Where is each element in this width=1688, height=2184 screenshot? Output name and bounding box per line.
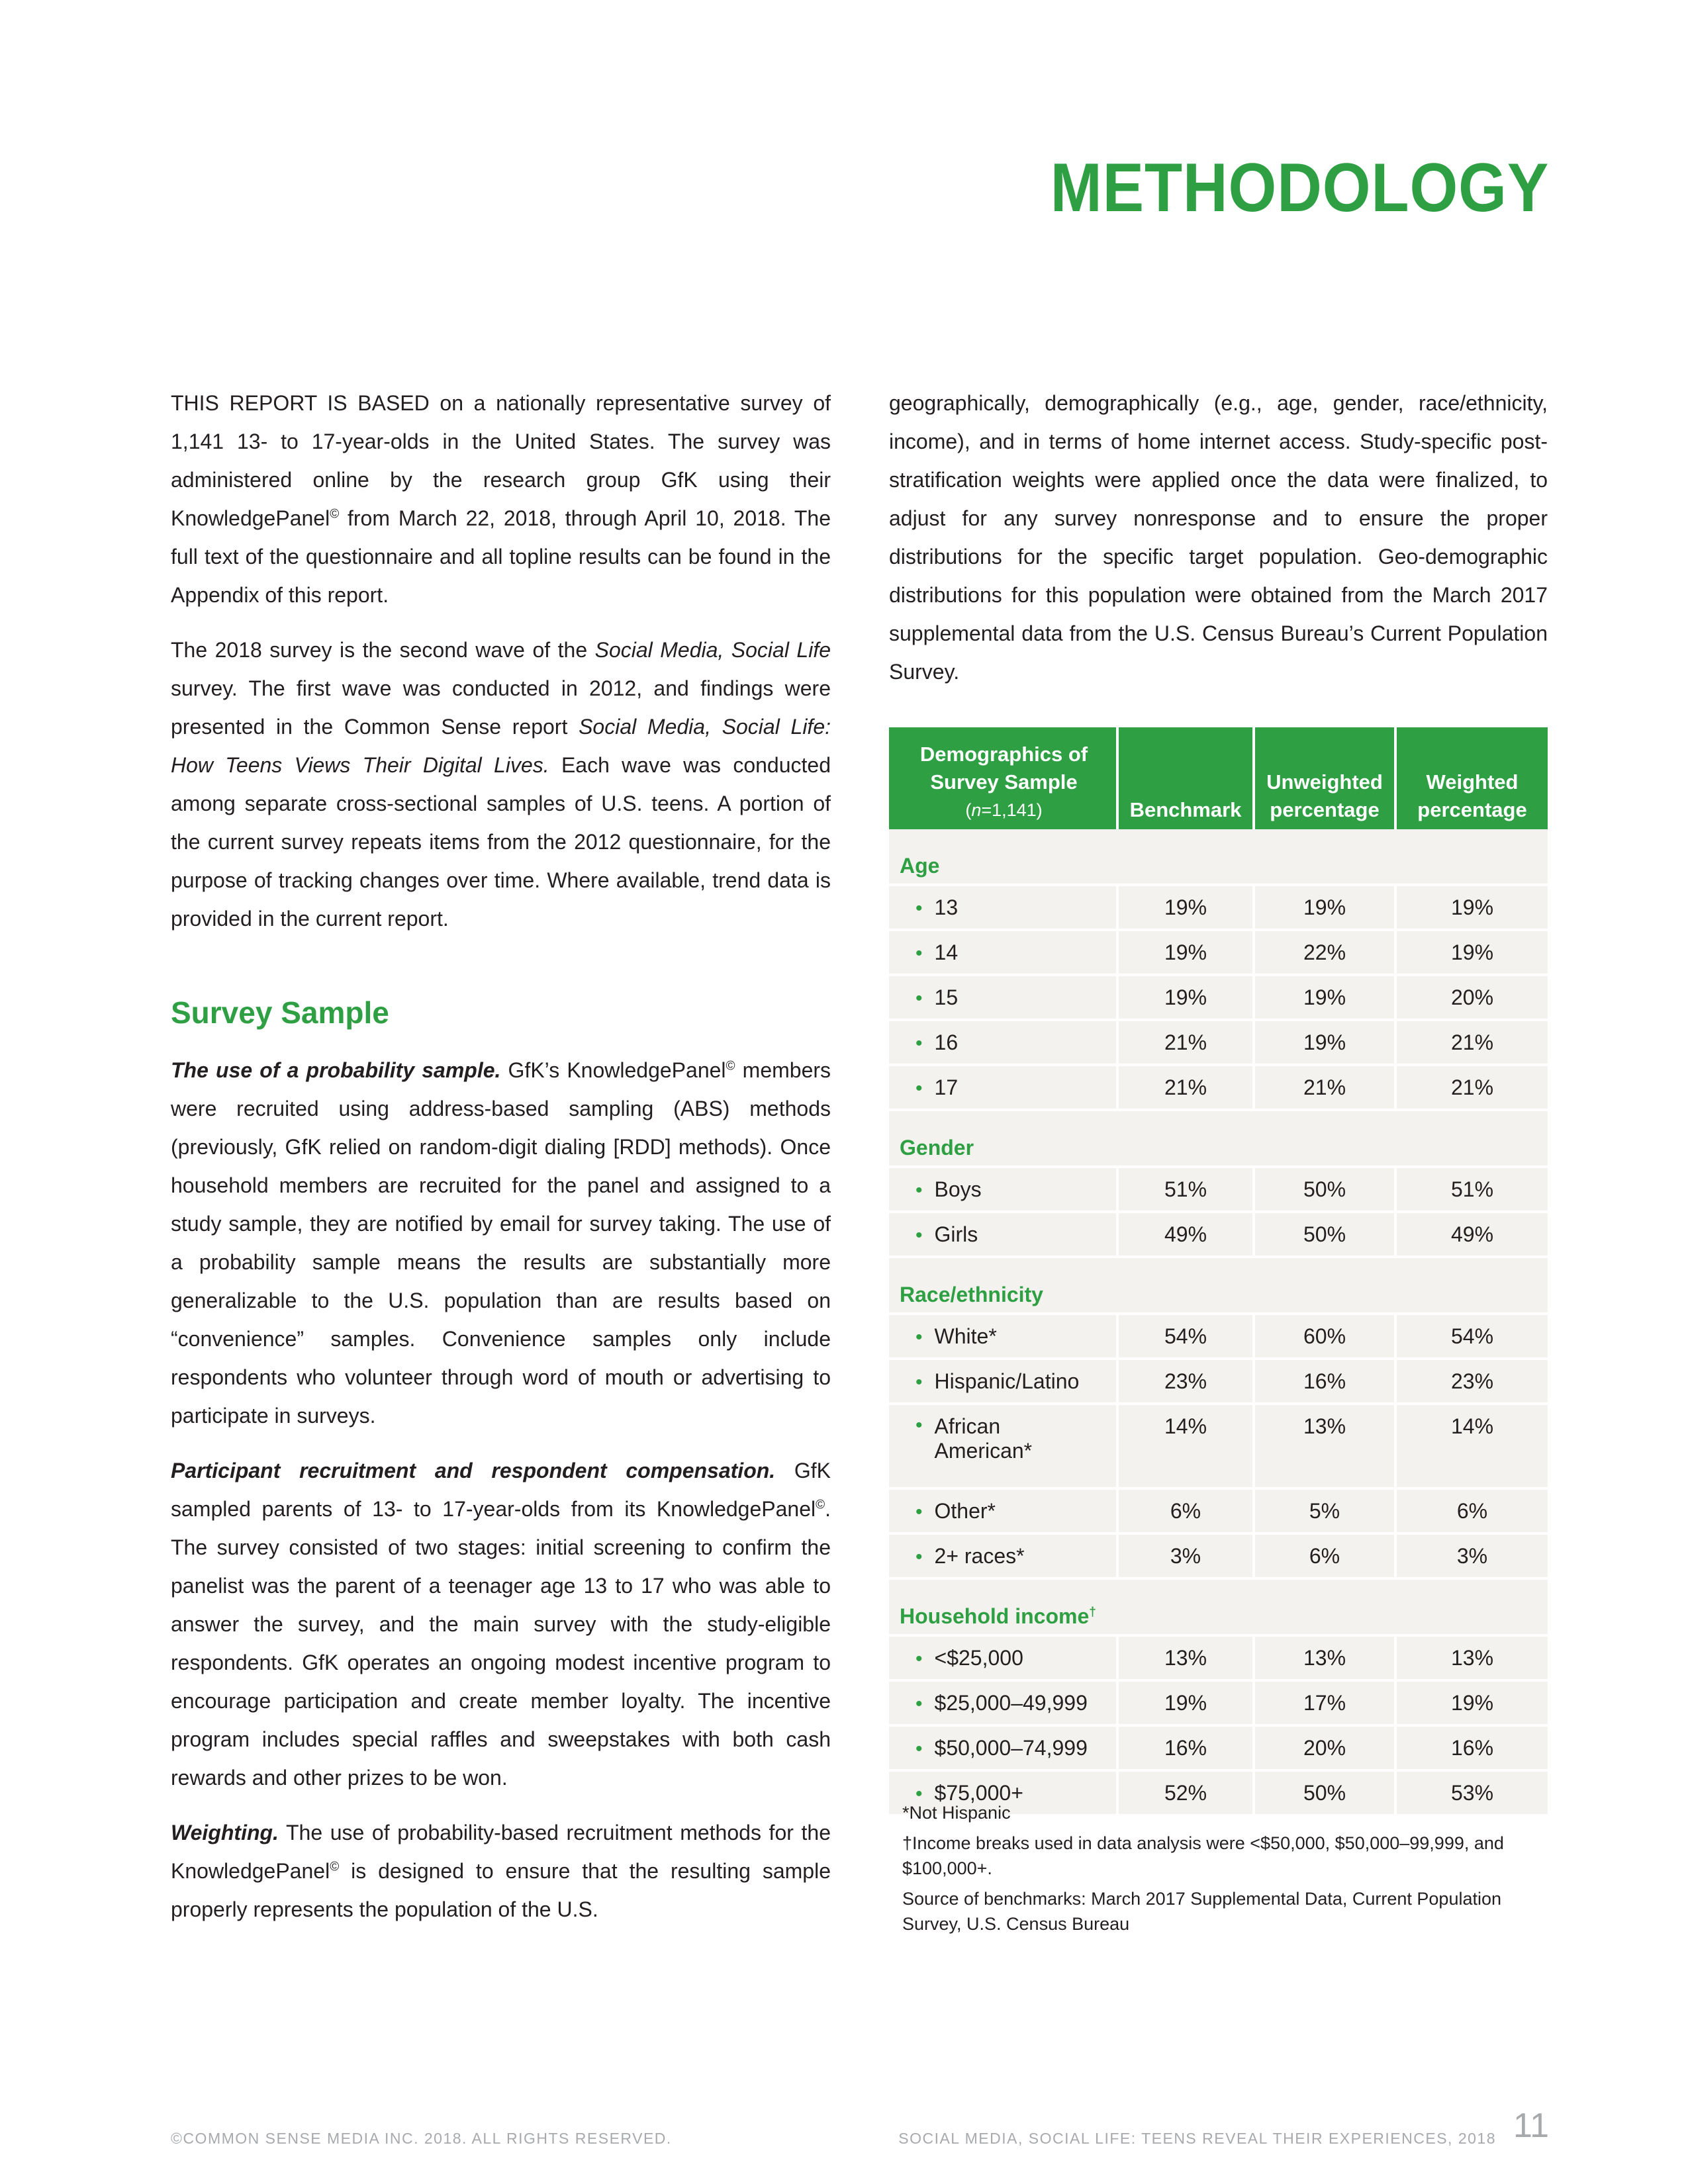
- second-wave-paragraph: The 2018 survey is the second wave of the Social Media, Social Life survey. The first wave was conducted in 2012, and findings were presented in the Common Sense report Social Media, Social Life: How Teens Views Their Digital Lives. Each wave was conducted among separate cross-sectional samples of U.S. teens. A portion of the current survey repeats items from the 2012 questionnaire, for the purpose of tracking changes over time. Where available, trend data is provided in the current report.: [171, 638, 831, 931]
- header-weighted: Weighted percentage: [1395, 727, 1548, 829]
- table-row: • <$25,000 13% 13% 13%: [889, 1635, 1548, 1680]
- right-column: [889, 384, 1548, 707]
- header-demographics: Demographics of Survey Sample (n=1,141): [889, 727, 1117, 829]
- table-row: • 13 19% 19% 19%: [889, 885, 1548, 930]
- bullet-icon: •: [915, 897, 923, 919]
- left-column: [171, 384, 831, 1945]
- bullet-icon: •: [915, 1032, 923, 1054]
- recruitment-paragraph: Participant recruitment and respondent compensation. GfK sampled parents of 13- to 17-year-olds from its KnowledgePanel©. The survey consisted of two stages: initial screening to confirm the panelist was the parent of a teenager age 13 to 17 who was able to answer the survey, and the main survey with the study-eligible respondents. GfK operates an ongoing modest incentive program to encourage participation and create member loyalty. The incentive program includes special raffles and sweepstakes with both cash rewards and other prizes to be won.: [171, 1459, 831, 1790]
- bullet-icon: •: [915, 1782, 923, 1805]
- bullet-icon: •: [915, 1545, 923, 1568]
- weighting-continued-paragraph: geographically, demographically (e.g., age, gender, race/ethnicity, income), and in terms of home internet access. Study-specific post-stratification weights were applied once the data were finalized, to adjust for any survey nonresponse and to ensure the proper distributions for the specific target population. Geo-demographic distributions for this population were obtained from the March 2017 supplemental data from the U.S. Census Bureau’s Current Population Survey.: [889, 391, 1548, 684]
- table-row: • White* 54% 60% 54%: [889, 1314, 1548, 1359]
- weighting-paragraph: Weighting. The use of probability-based recruitment methods for the KnowledgePanel© is designed to ensure that the resulting sample properly represents the population of the U.S.: [171, 1821, 831, 1921]
- bullet-icon: •: [915, 942, 923, 964]
- table-row: • 16 21% 19% 21%: [889, 1020, 1548, 1065]
- page-title: METHODOLOGY: [1050, 150, 1549, 226]
- table-row: • 17 21% 21% 21%: [889, 1065, 1548, 1110]
- header-unweighted: Unweighted percentage: [1254, 727, 1395, 829]
- table-row: • 15 19% 19% 20%: [889, 975, 1548, 1020]
- table-row: • Other* 6% 5% 6%: [889, 1488, 1548, 1533]
- intro-paragraph: THIS REPORT IS BASED on a nationally representative survey of 1,141 13- to 17-year-olds in the United States. The survey was administered online by the research group GfK using their KnowledgePanel© from March 22, 2018, through April 10, 2018. The full text of the questionnaire and all topline results can be found in the Appendix of this report.: [171, 391, 831, 607]
- bullet-icon: •: [915, 987, 923, 1009]
- header-benchmark: Benchmark: [1117, 727, 1254, 829]
- table-row: • $25,000–49,999 19% 17% 19%: [889, 1680, 1548, 1725]
- table-row: • 2+ races* 3% 6% 3%: [889, 1533, 1548, 1578]
- bullet-icon: •: [915, 1077, 923, 1099]
- demographics-table: [889, 727, 1548, 1817]
- bullet-icon: •: [915, 1326, 923, 1348]
- table-header-row: [889, 727, 1548, 829]
- bullet-icon: •: [915, 1224, 923, 1246]
- footer-report-title: SOCIAL MEDIA, SOCIAL LIFE: TEENS REVEAL THEIR EXPERIENCES, 2018: [898, 2130, 1496, 2147]
- category-row-income: Household income†: [889, 1578, 1548, 1635]
- table-row: • African American* 14% 13% 14%: [889, 1404, 1548, 1488]
- bullet-icon: •: [915, 1692, 923, 1715]
- footer-copyright: ©COMMON SENSE MEDIA INC. 2018. ALL RIGHTS RESERVED.: [171, 2130, 672, 2147]
- table-row: • Girls 49% 50% 49%: [889, 1212, 1548, 1257]
- table-row: • Hispanic/Latino 23% 16% 23%: [889, 1359, 1548, 1404]
- table-row: • $50,000–74,999 16% 20% 16%: [889, 1725, 1548, 1770]
- table-row: • Boys 51% 50% 51%: [889, 1167, 1548, 1212]
- footnote-income-breaks: †Income breaks used in data analysis were <$50,000, $50,000–99,999, and $100,000+.: [902, 1833, 1504, 1878]
- bullet-icon: •: [915, 1179, 923, 1201]
- section-heading-survey-sample: Survey Sample: [171, 995, 389, 1030]
- bullet-icon: •: [915, 1371, 923, 1393]
- table-footnotes: [902, 1800, 1548, 1942]
- probability-sample-paragraph: The use of a probability sample. GfK’s KnowledgePanel© members were recruited using address-based sampling (ABS) methods (previously, GfK relied on random-digit dialing [RDD] methods). Once household members are recruited for the panel and assigned to a study sample, they are notified by email for survey taking. The use of a probability sample means the results are substantially more generalizable to the U.S. population than are results based on “convenience” samples. Convenience samples only include respondents who volunteer through word of mouth or advertising to participate in surveys.: [171, 1058, 831, 1428]
- footnote-not-hispanic: *Not Hispanic: [902, 1803, 1011, 1823]
- category-row-age: Age: [889, 829, 1548, 885]
- page-number: 11: [1513, 2107, 1549, 2145]
- bullet-icon: •: [915, 1647, 923, 1670]
- intro-lead: THIS REPORT IS BASED: [171, 391, 430, 415]
- category-row-race: Race/ethnicity: [889, 1257, 1548, 1314]
- category-row-gender: Gender: [889, 1110, 1548, 1167]
- bullet-icon: •: [915, 1414, 923, 1436]
- table-row: • 14 19% 22% 19%: [889, 930, 1548, 975]
- table-row: • $75,000+ 52% 50% 53%: [889, 1770, 1548, 1815]
- bullet-icon: •: [915, 1500, 923, 1523]
- footnote-source: Source of benchmarks: March 2017 Supplemental Data, Current Population Survey, U.S. Census Bureau: [902, 1889, 1502, 1934]
- bullet-icon: •: [915, 1737, 923, 1760]
